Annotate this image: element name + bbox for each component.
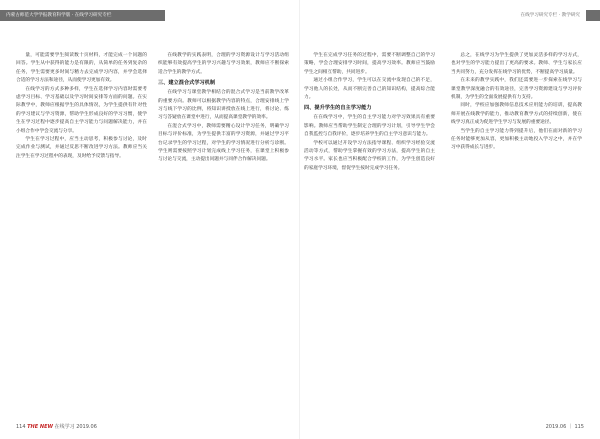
paragraph: 在混合式学习中，教师需要精心设计学习任务，明确学习目标与评价标准，为学生提供丰富的学习资源，并通过学习平台记录学生的学习过程，对学生的学习情况进行分析与诊断。学生则需要按照学习计划完成线上学习任务，在课堂上积极参与讨论与交流，主动提出问题并与同伴合作解决问题。 <box>158 123 289 163</box>
paragraph: 学生在学习过程中，应当主动思考，积极参与讨论，及时完成作业与测试，并通过反思不断改进学习方法。教师应当关注学生在学习过程中的表现，及时给予反馈与指导。 <box>16 137 147 159</box>
footer-right: 2019.06 ｜ 115 <box>545 424 584 430</box>
section-heading: 四、提升学生的自主学习能力 <box>304 105 372 112</box>
magazine-logo: THE NEW <box>27 424 54 430</box>
section-heading: 三、建立混合式学习机制 <box>158 80 216 87</box>
text-column-2 <box>158 52 289 418</box>
paragraph: 学生在完成学习任务的过程中，需要不断调整自己的学习策略，学会合理安排学习时间，提高学习效率。教师应当鼓励学生之间相互帮助，共同进步。 <box>304 53 435 75</box>
paragraph: 在未来的教学实践中，我们还需要进一步探索在线学习与课堂教学深度融合的有效途径，完善学习资源建设与学习评价机制，为学生的全面发展提供有力支持。 <box>451 78 582 101</box>
paragraph: 当学生的自主学习能力得到提升后，他们在面对新的学习任务时能够更加从容，更加积极主动地投入学习之中，并在学习中获得成长与进步。 <box>451 128 582 151</box>
page-number-left: 114 <box>16 424 26 430</box>
header-band-right <box>586 10 600 21</box>
text-column-4 <box>451 52 582 418</box>
header-title-right: 在线学习研究专栏 · 教学研究 <box>520 13 580 18</box>
header-title-left: 内蒙古师范大学学报教育科学版 · 在线学习研究专栏 <box>6 13 112 18</box>
text-column-3 <box>304 52 435 418</box>
paragraph: 在在线学习中，学生的自主学习能力对学习效果具有重要影响。教师应当帮助学生制定合理的学习计划，引导学生学会自我监控与自我评价，逐步培养学生的自主学习意识与能力。 <box>304 115 435 138</box>
paragraph: 同时，学校应加强教师信息技术应用能力的培训，提高教师开展在线教学的能力，推动教育教学方式的持续创新，使在线学习真正成为促进学生学习与发展的重要途径。 <box>451 103 582 126</box>
paragraph: 在线学习与课堂教学相结合的混合式学习是当前教学改革的重要方向。教师可以根据教学内容的特点，合理安排线上学习与线下学习的比例，将知识讲授放在线上进行，将讨论、练习与答疑放在课堂中进行，从而提高课堂教学的效率。 <box>158 90 289 121</box>
paragraph: 学校可以通过开设学习方法指导课程、组织学习经验交流活动等方式，帮助学生掌握有效的学习方法，提高学生的自主学习水平。家长也应当积极配合学校的工作，为学生创造良好的家庭学习环境，督促学生按时完成学习任务。 <box>304 140 435 171</box>
paragraph: 量，可能需要学生阅读数十页材料，才能完成一个问题的回答。学生从中获得的能力是有限的，从简单的任务到复杂的任务，学生需要更多时间与精力去完成学习内容，并学会选择合适的学习方法和途径，从而使学习更加有效。 <box>16 53 147 84</box>
paragraph: 总之，在线学习为学生提供了更加灵活多样的学习方式，也对学生的学习能力提出了更高的要求。教师、学生与家长应当共同努力，充分发挥在线学习的优势，不断提高学习质量。 <box>451 53 582 75</box>
footer-left <box>16 423 97 430</box>
paragraph: 通过小组合作学习，学生可以在交流中发现自己的不足，学习他人的长处，从而不断完善自己的知识结构，提高综合能力。 <box>304 78 435 101</box>
paragraph: 在线教学的实践表明，合理的学习资源设计与学习活动组织能够有效提高学生的学习兴趣与学习效果，教师应不断探索适合学生的教学方式。 <box>158 53 289 75</box>
magazine-issue: 在线学习 2019.06 <box>53 424 97 430</box>
paragraph: 在线学习的方式多种多样，学生在选择学习内容时需要考虑学习目标、学习基础以及学习时间安排等方面的问题。在实际教学中，教师应根据学生的具体情况，为学生提供有针对性的学习建议与学习资源，帮助学生形成良好的学习习惯，使学生在学习过程中逐步提高自主学习能力与问题解决能力，并在小组合作中学会交流与分享。 <box>16 86 147 134</box>
page-gutter <box>299 0 300 439</box>
text-column-1 <box>16 52 147 418</box>
